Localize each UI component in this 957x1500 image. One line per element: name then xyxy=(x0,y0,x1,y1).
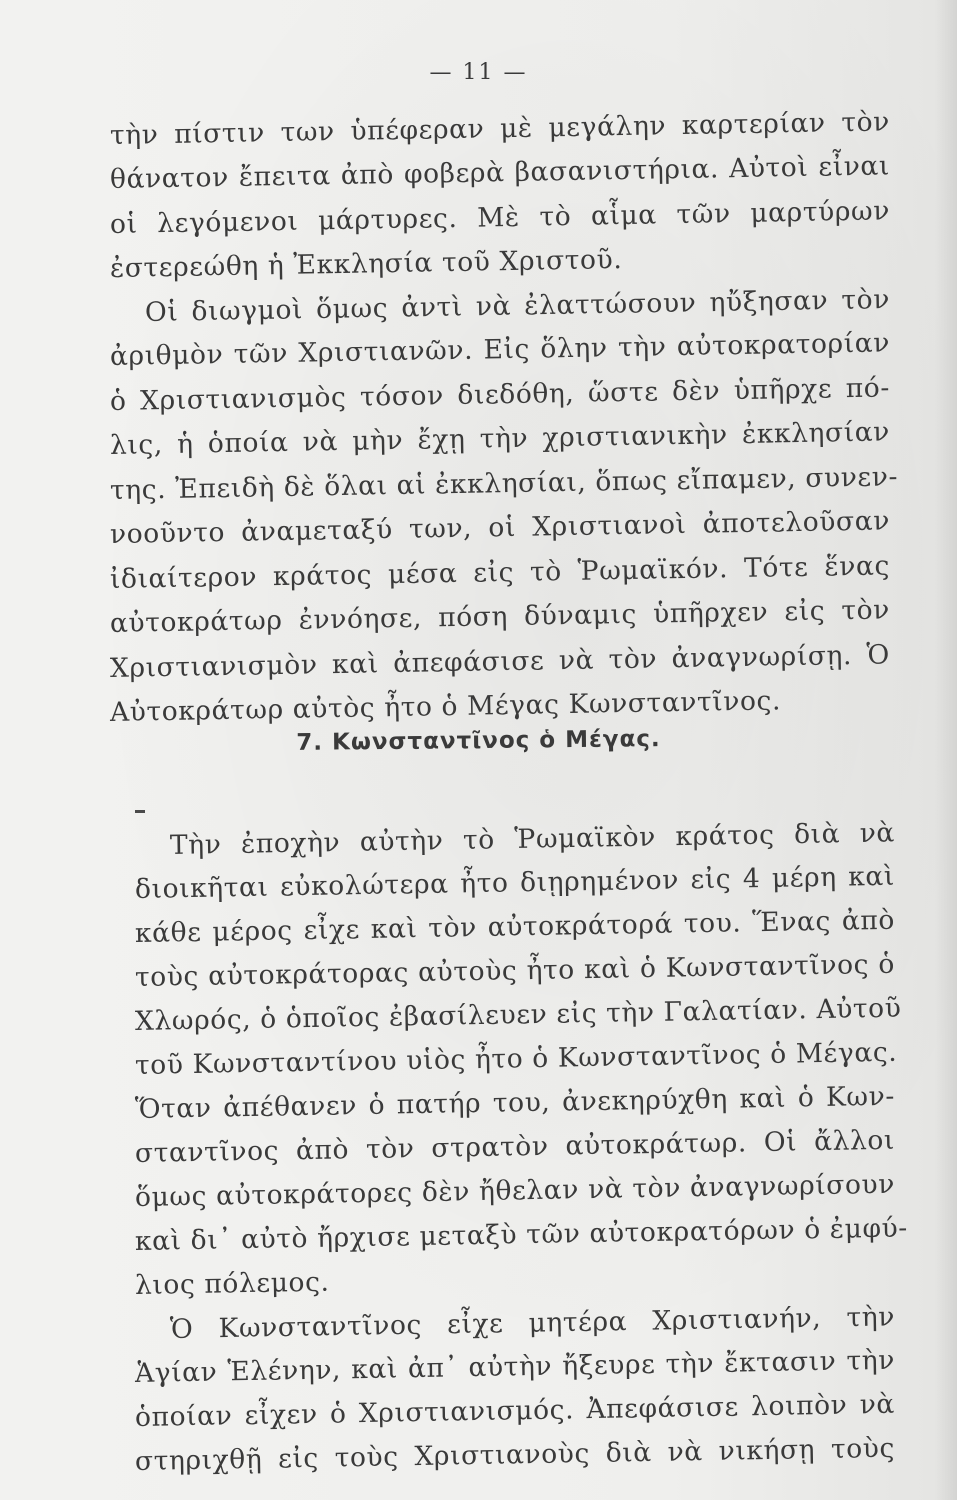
text-line: αὐτοκράτωρ ἐννόησε, πόση δύναμις ὑπῆρχεν εἰς τὸν xyxy=(109,594,891,639)
text-line: Οἱ διωγμοὶ ὅμως ἀντὶ νὰ ἐλαττώσουν ηὔξησαν τὸν xyxy=(144,284,891,328)
text-line: καὶ δι᾽ αὐτὸ ἤρχισε μεταξὺ τῶν αὐτοκρατόρων ὁ ἐμφύ- xyxy=(134,1212,909,1257)
text-line: ἐστερεώθη ἡ Ἐκκλησία τοῦ Χριστοῦ. xyxy=(109,244,623,284)
text-line: θάνατον ἔπειτα ἀπὸ φοβερὰ βασανιστήρια. Αὐτοὶ εἶναι xyxy=(109,150,891,195)
text-line: της. Ἐπειδὴ δὲ ὅλαι αἱ ἐκκλησίαι, ὅπως εἴπαμεν, συνεν- xyxy=(109,461,899,506)
text-line: ἀριθμὸν τῶν Χριστιανῶν. Εἰς ὅλην τὴν αὐτοκρατορίαν xyxy=(109,327,891,372)
text-line: Ἁγίαν Ἑλένην, καὶ ἀπ᾽ αὐτὴν ἤξευρε τὴν ἔκτασιν τὴν xyxy=(134,1344,896,1389)
text-line: τοῦ Κωνσταντίνου υἱὸς ἦτο ὁ Κωνσταντῖνος ὁ Μέγας. xyxy=(134,1036,898,1081)
text-line: νοοῦντο ἀναμεταξύ των, οἱ Χριστιανοὶ ἀποτελοῦσαν xyxy=(109,505,891,550)
text-line: τὴν πίστιν των ὑπέφεραν μὲ μεγάλην καρτερίαν τὸν xyxy=(109,106,891,151)
page-number: — 11 — xyxy=(429,60,528,85)
text-line: Χριστιανισμὸν καὶ ἀπεφάσισε νὰ τὸν ἀναγνωρίσῃ. Ὁ xyxy=(109,639,891,684)
text-line: λιος πόλεμος. xyxy=(134,1266,330,1301)
text-line: λις, ἡ ὁποία νὰ μὴν ἔχῃ τὴν χριστιανικὴν ἐκκλησίαν xyxy=(109,416,891,461)
text-line: σταντῖνος ἀπὸ τὸν στρατὸν αὐτοκράτωρ. Οἱ ἄλλοι xyxy=(134,1124,896,1169)
text-line: κάθε μέρος εἶχε καὶ τὸν αὐτοκράτορά του. Ἕνας ἀπὸ xyxy=(134,904,896,949)
text-line: Ὅταν ἀπέθανεν ὁ πατήρ του, ἀνεκηρύχθη καὶ ὁ Κων- xyxy=(134,1080,896,1125)
text-line: ὅμως αὐτοκράτορες δὲν ἤθελαν νὰ τὸν ἀναγνωρίσουν xyxy=(134,1168,896,1213)
text-line: τοὺς αὐτοκράτορας αὐτοὺς ἦτο καὶ ὁ Κωνσταντῖνος ὁ xyxy=(134,948,896,993)
text-line: διοικῆται εὐκολώτερα ἦτο διῃρημένον εἰς 4 μέρη καὶ xyxy=(134,860,896,905)
text-line: Αὐτοκράτωρ αὐτὸς ἦτο ὁ Μέγας Κωνσταντῖνος. xyxy=(109,685,782,728)
text-line: ὁ Χριστιανισμὸς τόσον διεδόθη, ὥστε δὲν ὑπῆρχε πό- xyxy=(109,372,891,417)
text-line: Τὴν ἐποχὴν αὐτὴν τὸ Ῥωμαϊκὸν κράτος διὰ νὰ xyxy=(169,817,896,861)
text-line: ἰδιαίτερον κράτος μέσα εἰς τὸ Ῥωμαϊκόν. Τότε ἕνας xyxy=(109,550,891,595)
text-line: Χλωρός, ὁ ὁποῖος ἐβασίλευεν εἰς τὴν Γαλατίαν. Αὐτοῦ xyxy=(134,992,902,1037)
text-line: στηριχθῇ εἰς τοὺς Χριστιανοὺς διὰ νὰ νικήσῃ τοὺς xyxy=(134,1432,896,1477)
text-line: ὁποίαν εἶχεν ὁ Χριστιανισμός. Ἀπεφάσισε λοιπὸν νὰ xyxy=(134,1388,896,1433)
text-line: οἱ λεγόμενοι μάρτυρες. Μὲ τὸ αἷμα τῶν μαρτύρων xyxy=(109,195,891,240)
paragraph-mark xyxy=(135,810,145,813)
section-heading: 7. Κωνσταντῖνος ὁ Μέγας. xyxy=(296,726,661,756)
text-line: Ὁ Κωνσταντῖνος εἶχε μητέρα Χριστιανήν, τὴν xyxy=(169,1301,896,1345)
